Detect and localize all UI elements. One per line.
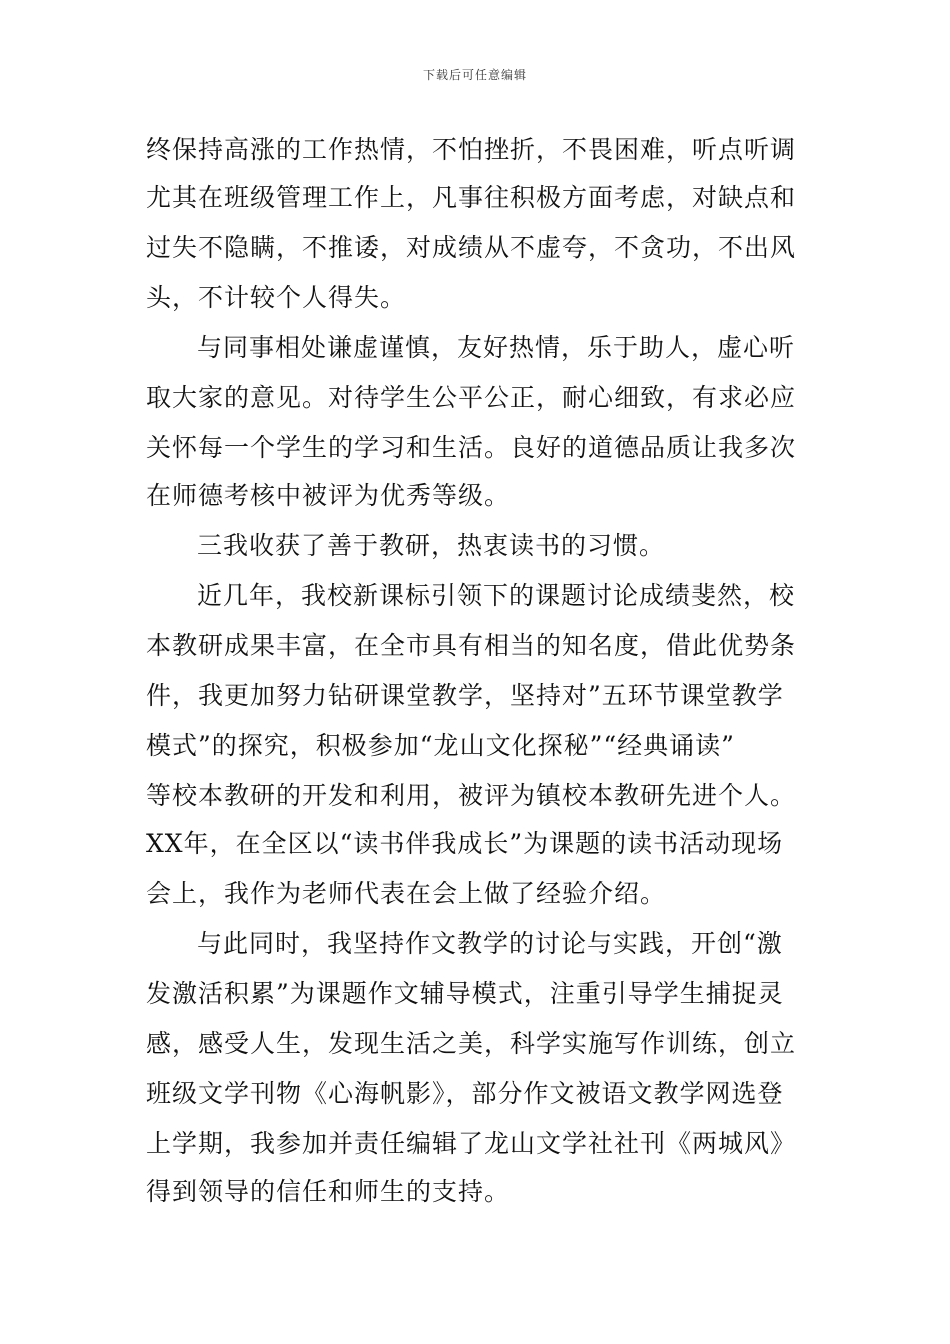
text-line: 三我收获了善于教研，热衷读书的习惯。 xyxy=(197,531,666,560)
text-line: 发激活积累”为课题作文辅导模式，注重引导学生捕捉灵 xyxy=(146,979,784,1008)
text-line: 感，感受人生，发现生活之美，科学实施写作训练，创立 xyxy=(146,1029,797,1058)
text-line: 与同事相处谦虚谨慎，友好热情，乐于助人，虚心听 xyxy=(197,333,796,362)
text-line: 过失不隐瞒，不推诿，对成绩从不虚夸，不贪功，不出风 xyxy=(146,233,797,262)
text-line: 得到领导的信任和师生的支持。 xyxy=(146,1177,511,1206)
text-line: 上学期，我参加并责任编辑了龙山文学社社刊《两城风》 xyxy=(146,1129,797,1158)
text-line: 与此同时，我坚持作文教学的讨论与实践，开创“激 xyxy=(197,929,783,958)
text-line: 头，不计较个人得失。 xyxy=(146,283,407,312)
text-line: 件，我更加努力钻研课堂教学，坚持对”五环节课堂教学 xyxy=(146,681,784,710)
text-line: XX年，在全区以“读书伴我成长”为课题的读书活动现场 xyxy=(146,829,784,858)
text-line: 尤其在班级管理工作上，凡事往积极方面考虑，对缺点和 xyxy=(146,183,797,212)
header-note: 下载后可任意编辑 xyxy=(422,68,527,82)
text-line: 本教研成果丰富，在全市具有相当的知名度，借此优势条 xyxy=(146,631,797,660)
text-line: 终保持高涨的工作热情，不怕挫折，不畏困难，听点听调 xyxy=(146,135,797,164)
text-line: 在师德考核中被评为优秀等级。 xyxy=(146,481,511,510)
text-line: 关怀每一个学生的学习和生活。良好的道德品质让我多次 xyxy=(146,433,797,462)
text-line: 班级文学刊物《心海帆影》，部分作文被语文教学网选登 xyxy=(146,1079,784,1108)
text-line: 近几年，我校新课标引领下的课题讨论成绩斐然，校 xyxy=(197,581,796,610)
text-line: 模式”的探究，积极参加“龙山文化探秘”“经典诵读” xyxy=(146,731,735,760)
text-line: 取大家的意见。对待学生公平公正，耐心细致，有求必应 xyxy=(146,383,797,412)
text-line: 会上，我作为老师代表在会上做了经验介绍。 xyxy=(146,879,667,908)
text-line: 等校本教研的开发和利用，被评为镇校本教研先进个人。 xyxy=(146,781,797,810)
